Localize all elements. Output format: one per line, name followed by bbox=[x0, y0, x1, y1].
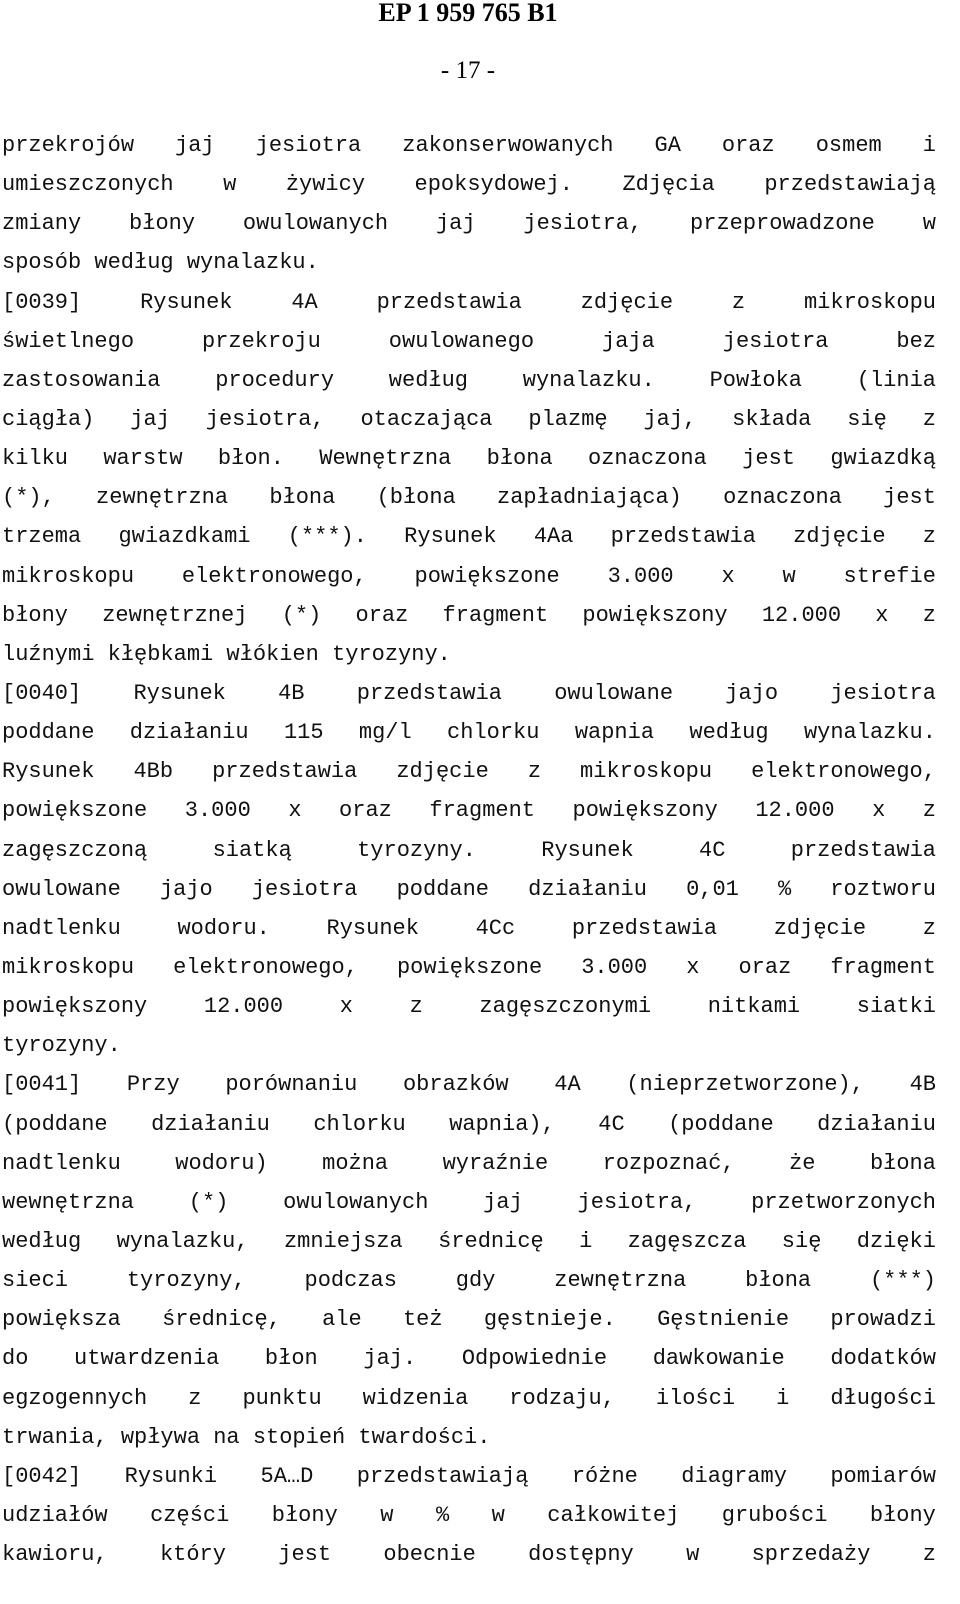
text-line bbox=[2, 322, 936, 361]
word: świetlnego bbox=[2, 328, 135, 354]
text-line bbox=[2, 126, 936, 165]
word: dzięki bbox=[856, 1228, 936, 1254]
word: też bbox=[402, 1307, 443, 1333]
word: i bbox=[776, 1385, 790, 1411]
word: widzenia bbox=[362, 1385, 469, 1411]
word: jest bbox=[883, 485, 936, 511]
word: przedstawia bbox=[610, 524, 756, 550]
word: roztworu bbox=[830, 876, 936, 902]
text-line bbox=[2, 909, 936, 948]
word: mikroskopu bbox=[803, 289, 936, 315]
word: według bbox=[689, 720, 769, 746]
word: (***) bbox=[869, 1268, 936, 1294]
word: błona bbox=[869, 1150, 936, 1176]
word: jesiotra, bbox=[523, 211, 643, 237]
word: jesiotra bbox=[255, 133, 362, 158]
word: poddane bbox=[2, 720, 95, 746]
word: jaj bbox=[175, 133, 215, 158]
word: zagęszczonymi bbox=[479, 994, 652, 1020]
word: [0042] bbox=[2, 1463, 82, 1489]
word: wapnia), bbox=[449, 1111, 555, 1137]
word: w bbox=[922, 211, 936, 237]
text-line bbox=[2, 831, 936, 870]
word: siatki bbox=[856, 994, 936, 1020]
word: (błona bbox=[376, 485, 456, 511]
word: wynalazku. bbox=[186, 250, 319, 276]
word: chlorku bbox=[447, 720, 540, 746]
word: oraz bbox=[339, 798, 392, 824]
word: rozpoznać, bbox=[602, 1150, 735, 1176]
word: ilości bbox=[655, 1385, 736, 1411]
word: ciągła) bbox=[2, 406, 95, 432]
word: że bbox=[789, 1150, 816, 1176]
text-line bbox=[2, 635, 936, 674]
word: dawkowanie bbox=[652, 1346, 785, 1372]
word: jesiotra bbox=[830, 680, 936, 706]
word: [0041] bbox=[2, 1072, 82, 1098]
word: x bbox=[875, 602, 889, 628]
word: jaj. bbox=[363, 1346, 417, 1372]
text-line bbox=[2, 1144, 936, 1183]
word: 12.000 bbox=[203, 994, 284, 1020]
word: Wewnętrzna bbox=[319, 446, 452, 472]
word: gwiazdkami bbox=[118, 524, 251, 550]
word: się bbox=[781, 1228, 822, 1254]
text-line bbox=[2, 243, 936, 282]
word: tyrozyny. bbox=[2, 1033, 121, 1059]
word: ale bbox=[322, 1307, 362, 1333]
text-line bbox=[2, 1300, 936, 1339]
word: zdjęcie bbox=[773, 915, 867, 941]
word: działaniu bbox=[151, 1111, 270, 1137]
word: tyrozyny. bbox=[357, 837, 476, 863]
word: błona bbox=[486, 446, 553, 472]
word: jaj bbox=[130, 406, 170, 432]
word: tyrozyny. bbox=[332, 641, 451, 667]
word: wewnętrzna bbox=[2, 1189, 135, 1215]
word: z bbox=[922, 1542, 936, 1568]
word: (poddane bbox=[668, 1111, 774, 1137]
text-line bbox=[2, 1379, 936, 1418]
word: 4A bbox=[291, 289, 318, 315]
word: w bbox=[380, 1502, 394, 1528]
patent-number-header: EP 1 959 765 B1 bbox=[378, 0, 558, 27]
word: przetworzonych bbox=[751, 1189, 936, 1215]
word: jesiotra bbox=[251, 876, 358, 902]
word: działaniu bbox=[817, 1111, 936, 1137]
word: jest bbox=[742, 446, 795, 472]
word: wyraźnie bbox=[442, 1150, 549, 1176]
word: działaniu bbox=[528, 876, 647, 902]
word: mg/l bbox=[358, 720, 412, 746]
word: przedstawiają bbox=[356, 1463, 529, 1489]
word: według bbox=[2, 1228, 82, 1254]
word: do bbox=[2, 1346, 29, 1372]
word: jajo bbox=[725, 680, 779, 706]
page-number: - 17 - bbox=[440, 57, 496, 84]
word: błony bbox=[129, 211, 196, 237]
word: prowadzi bbox=[830, 1307, 936, 1333]
word: dostępny bbox=[528, 1542, 634, 1568]
word: powiększony bbox=[582, 602, 728, 628]
text-line bbox=[2, 674, 936, 713]
word: gęstnieje. bbox=[483, 1307, 616, 1333]
word: dodatków bbox=[830, 1346, 936, 1372]
word: wynalazku. bbox=[803, 720, 936, 746]
word: 4Bb bbox=[133, 759, 174, 785]
word: procedury bbox=[215, 367, 335, 393]
text-line bbox=[2, 870, 936, 909]
word: z bbox=[527, 759, 542, 785]
word: owulowane bbox=[554, 680, 674, 706]
word: można bbox=[322, 1150, 389, 1176]
word: przedstawia bbox=[376, 289, 522, 315]
word: 5A…D bbox=[260, 1463, 314, 1489]
word: rodzaju, bbox=[509, 1385, 615, 1411]
word: zagęszcza bbox=[627, 1228, 747, 1254]
word: x bbox=[721, 563, 735, 589]
word: (linia bbox=[856, 367, 936, 393]
word: sposób bbox=[2, 250, 82, 276]
word: 3.000 bbox=[581, 954, 648, 980]
word: warstw bbox=[103, 446, 183, 472]
word: elektronowego, bbox=[181, 563, 367, 589]
word: Odpowiednie bbox=[461, 1346, 608, 1372]
word: strefie bbox=[843, 563, 936, 589]
word: różne bbox=[571, 1463, 638, 1489]
word: się bbox=[847, 406, 887, 432]
word: trwania, bbox=[2, 1424, 108, 1450]
word: mikroskopu bbox=[2, 954, 135, 980]
word: epoksydowej. bbox=[414, 172, 573, 198]
word: x bbox=[288, 798, 302, 824]
word: błona bbox=[745, 1268, 812, 1294]
word: zdjęcie bbox=[793, 524, 886, 550]
word: który bbox=[159, 1542, 226, 1568]
word: z bbox=[922, 406, 936, 432]
word: zdjęcie bbox=[396, 759, 489, 785]
word: elektronowego, bbox=[751, 759, 936, 785]
word: powiększony bbox=[2, 994, 148, 1020]
word: otaczająca bbox=[360, 406, 493, 432]
text-line bbox=[2, 361, 936, 400]
word: stopień bbox=[252, 1424, 346, 1450]
word: 4C bbox=[699, 837, 726, 863]
text-line bbox=[2, 439, 936, 478]
text-line bbox=[2, 1261, 936, 1300]
word: porównaniu bbox=[225, 1072, 358, 1098]
word: nadtlenku bbox=[2, 1150, 121, 1176]
word: w bbox=[782, 563, 796, 589]
word: 4B bbox=[278, 680, 305, 706]
word: przeprowadzone bbox=[690, 211, 875, 237]
word: przedstawiają bbox=[764, 172, 936, 198]
word: średnicę bbox=[438, 1228, 544, 1254]
word: 3.000 bbox=[607, 563, 674, 589]
word: Rysunek bbox=[140, 289, 233, 315]
text-line bbox=[2, 204, 936, 243]
word: elektronowego, bbox=[173, 954, 358, 980]
word: nadtlenku bbox=[2, 915, 121, 941]
word: według bbox=[94, 250, 174, 276]
word: z bbox=[922, 798, 936, 824]
word: średnicę, bbox=[162, 1307, 281, 1333]
word: 4Cc bbox=[475, 915, 516, 941]
word: jesiotra bbox=[722, 328, 829, 354]
word: wapnia bbox=[574, 720, 655, 746]
word: Powłoka bbox=[709, 367, 802, 393]
word: jaj bbox=[435, 211, 476, 237]
word: poddane bbox=[396, 876, 490, 902]
word: oraz bbox=[721, 133, 775, 158]
word: mikroskopu bbox=[580, 759, 713, 785]
text-line bbox=[2, 1222, 936, 1261]
word: wodoru) bbox=[175, 1150, 268, 1176]
word: działaniu bbox=[129, 720, 249, 746]
word: z bbox=[922, 524, 936, 550]
word: błony bbox=[2, 602, 69, 628]
word: na bbox=[213, 1424, 240, 1450]
word: x bbox=[339, 994, 353, 1020]
text-line bbox=[2, 987, 936, 1026]
word: powiększone bbox=[2, 798, 148, 824]
word: w bbox=[223, 172, 237, 198]
word: błona bbox=[269, 485, 336, 511]
text-line bbox=[2, 1026, 936, 1065]
word: GA bbox=[654, 133, 681, 158]
word: przekroju bbox=[202, 328, 321, 354]
word: gwiazdką bbox=[830, 446, 936, 472]
word: bez bbox=[896, 328, 936, 354]
word: żywicy bbox=[285, 172, 366, 198]
text-line bbox=[2, 1105, 936, 1144]
word: fragment bbox=[442, 602, 549, 628]
word: przekrojów bbox=[2, 133, 135, 158]
word: owulowanego bbox=[388, 328, 535, 354]
text-line bbox=[2, 400, 936, 439]
word: jaj bbox=[483, 1189, 523, 1215]
word: osmem bbox=[815, 133, 882, 158]
word: zewnętrznej bbox=[102, 602, 248, 628]
word: pomiarów bbox=[830, 1463, 936, 1489]
word: obecnie bbox=[383, 1542, 476, 1568]
word: Rysunek bbox=[326, 915, 419, 941]
word: gdy bbox=[455, 1268, 496, 1294]
text-line bbox=[2, 1183, 936, 1222]
word: z bbox=[188, 1385, 202, 1411]
word: błon. bbox=[217, 446, 284, 472]
word: oznaczona bbox=[588, 446, 707, 472]
word: Zdjęcia bbox=[622, 172, 715, 198]
word: owulowanych bbox=[242, 211, 389, 237]
word: części bbox=[150, 1502, 230, 1528]
word: powiększa bbox=[2, 1307, 121, 1333]
word: twardości. bbox=[358, 1424, 491, 1450]
word: powiększony bbox=[572, 798, 718, 824]
word: 115 bbox=[283, 720, 324, 746]
word: w bbox=[686, 1542, 700, 1568]
word: 4B bbox=[909, 1072, 936, 1098]
text-line bbox=[2, 1418, 936, 1457]
word: Rysunek bbox=[541, 837, 634, 863]
word: 4Aa bbox=[533, 524, 574, 550]
text-line bbox=[2, 1065, 936, 1104]
word: luźnymi bbox=[2, 641, 95, 667]
word: oznaczona bbox=[723, 485, 842, 511]
word: 4C bbox=[598, 1111, 625, 1137]
word: (nieprzetworzone), bbox=[626, 1072, 864, 1098]
text-line bbox=[2, 1535, 936, 1574]
word: (*) bbox=[281, 602, 322, 628]
word: siatką bbox=[212, 837, 292, 863]
text-line bbox=[2, 596, 936, 635]
word: z bbox=[922, 915, 936, 941]
text-line bbox=[2, 713, 936, 752]
word: zagęszczoną bbox=[2, 837, 148, 863]
word: włókien bbox=[226, 641, 319, 667]
text-line bbox=[2, 1457, 936, 1496]
word: i bbox=[922, 133, 936, 158]
word: kłębkami bbox=[107, 641, 214, 667]
word: plazmę bbox=[528, 406, 608, 432]
text-line bbox=[2, 1496, 936, 1535]
word: nitkami bbox=[707, 994, 801, 1020]
word: powiększone bbox=[396, 954, 543, 980]
word: 3.000 bbox=[184, 798, 251, 824]
word: zdjęcie bbox=[580, 289, 674, 315]
word: x bbox=[686, 954, 700, 980]
word: diagramy bbox=[681, 1463, 787, 1489]
word: (poddane bbox=[2, 1111, 108, 1137]
word: powiększone bbox=[414, 563, 560, 589]
word: fragment bbox=[830, 954, 936, 980]
word: jaj, bbox=[643, 406, 697, 432]
text-line bbox=[2, 165, 936, 204]
word: 0,01 bbox=[686, 876, 739, 902]
word: błon bbox=[264, 1346, 318, 1372]
word: jesiotra, bbox=[205, 406, 325, 432]
word: sprzedaży bbox=[751, 1542, 871, 1568]
word: zapładniająca) bbox=[497, 485, 682, 511]
text-line bbox=[2, 1339, 936, 1378]
word: [0039] bbox=[2, 289, 82, 315]
word: jest bbox=[278, 1542, 332, 1568]
word: Przy bbox=[126, 1072, 180, 1098]
word: [0040] bbox=[2, 680, 82, 706]
word: (***). bbox=[287, 524, 367, 550]
word: owulowanych bbox=[283, 1189, 429, 1215]
word: (*) bbox=[188, 1189, 229, 1215]
word: trzema bbox=[2, 524, 82, 550]
word: Gęstnienie bbox=[657, 1307, 790, 1333]
text-line bbox=[2, 791, 936, 830]
word: % bbox=[777, 876, 792, 902]
word: wynalazku, bbox=[116, 1228, 249, 1254]
word: oraz bbox=[738, 954, 792, 980]
word: 12.000 bbox=[761, 602, 842, 628]
word: udziałów bbox=[2, 1502, 108, 1528]
text-line bbox=[2, 948, 936, 987]
word: wynalazku. bbox=[522, 367, 655, 393]
text-line bbox=[2, 478, 936, 517]
word: przedstawia bbox=[571, 915, 718, 941]
word: jesiotra, bbox=[577, 1189, 697, 1215]
word: Rysunek bbox=[133, 680, 226, 706]
word: % bbox=[435, 1502, 450, 1528]
word: zewnętrzna bbox=[96, 485, 229, 511]
word: 4A bbox=[554, 1072, 581, 1098]
text-line bbox=[2, 557, 936, 596]
word: kawioru, bbox=[2, 1542, 108, 1568]
word: według bbox=[388, 367, 469, 393]
word: składa bbox=[732, 406, 812, 432]
text-line bbox=[2, 517, 936, 556]
word: obrazków bbox=[402, 1072, 509, 1098]
word: przedstawia bbox=[356, 680, 502, 706]
word: utwardzenia bbox=[74, 1346, 220, 1372]
word: Rysunek bbox=[404, 524, 497, 550]
word: fragment bbox=[429, 798, 536, 824]
word: zakonserwowanych bbox=[402, 133, 614, 158]
word: zmniejsza bbox=[283, 1228, 403, 1254]
word: sieci bbox=[2, 1268, 69, 1294]
word: z bbox=[922, 602, 936, 628]
word: podczas bbox=[304, 1268, 397, 1294]
text-line bbox=[2, 752, 936, 791]
word: błony bbox=[869, 1502, 936, 1528]
word: całkowitej bbox=[547, 1502, 680, 1528]
word: i bbox=[579, 1228, 593, 1254]
word: w bbox=[491, 1502, 505, 1528]
word: jajo bbox=[159, 876, 213, 902]
word: mikroskopu bbox=[2, 563, 135, 589]
word: (*), bbox=[2, 485, 55, 511]
word: kilku bbox=[2, 446, 69, 472]
word: wodoru. bbox=[177, 915, 270, 941]
body-text bbox=[2, 126, 936, 1574]
word: chlorku bbox=[313, 1111, 406, 1137]
word: z bbox=[409, 994, 423, 1020]
word: przedstawia bbox=[790, 837, 936, 863]
word: przedstawia bbox=[212, 759, 358, 785]
word: długości bbox=[830, 1385, 936, 1411]
text-line bbox=[2, 283, 936, 322]
word: wpływa bbox=[120, 1424, 201, 1450]
word: egzogennych bbox=[2, 1385, 148, 1411]
word: x bbox=[872, 798, 886, 824]
word: tyrozyny, bbox=[126, 1268, 246, 1294]
word: zmiany bbox=[2, 211, 82, 237]
word: Rysunek bbox=[2, 759, 95, 785]
word: punktu bbox=[242, 1385, 322, 1411]
word: jaja bbox=[602, 328, 655, 354]
word: Rysunki bbox=[124, 1463, 218, 1489]
word: z bbox=[731, 289, 746, 315]
word: zastosowania bbox=[2, 367, 161, 393]
word: 12.000 bbox=[755, 798, 835, 824]
word: umieszczonych bbox=[2, 172, 174, 198]
word: grubości bbox=[721, 1502, 828, 1528]
word: zewnętrzna bbox=[554, 1268, 687, 1294]
word: owulowane bbox=[2, 876, 121, 902]
word: błony bbox=[271, 1502, 338, 1528]
word: oraz bbox=[355, 602, 409, 628]
